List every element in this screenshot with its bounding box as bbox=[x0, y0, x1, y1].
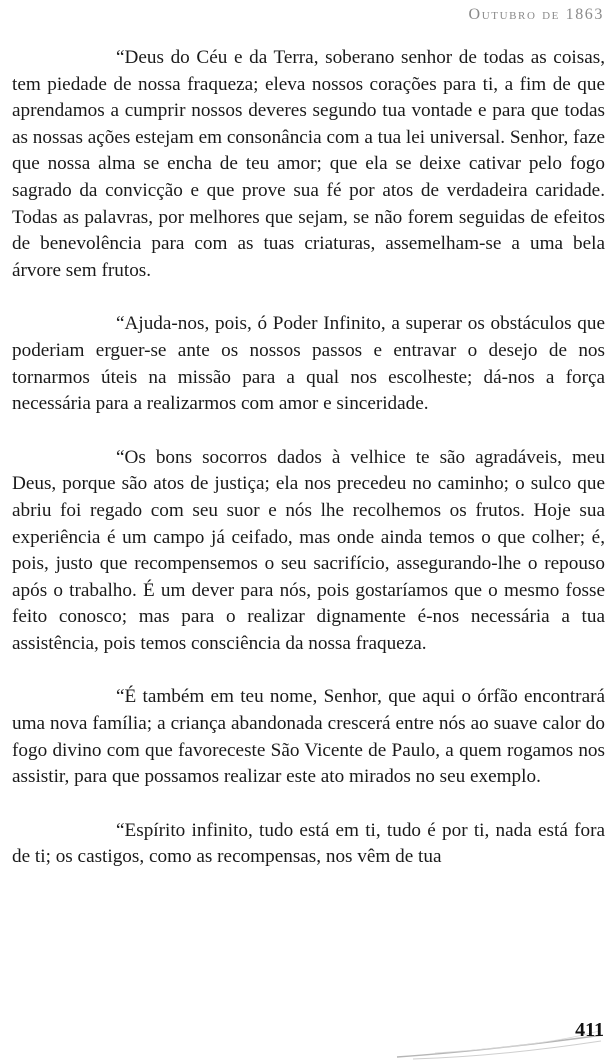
decorative-swoosh-icon bbox=[395, 1013, 605, 1061]
running-header: Outubro de 1863 bbox=[468, 6, 604, 23]
paragraph-3: “Os bons socorros dados à velhice te são agradáveis, meu Deus, porque são atos de justiça; ela nos precedeu no caminho; o sulco que abriu foi regado com seu suor e nós lhe recolhemos os frutos. Hoje sua experiência é um campo já ceifado, mas onde ainda temos o que colher; é, pois, justo que recompensemos o seu sacrifício, assegurando-lhe o repouso após o trabalho. É um dever para nós, pois gostaríamos que o mesmo fosse feito conosco; mas para o realizar dignamente é-nos necessária a tua assistência, pois temos consciência da nossa fraqueza. bbox=[12, 446, 605, 654]
paragraph-5: “Espírito infinito, tudo está em ti, tudo é por ti, nada está fora de ti; os castigos, como as recompensas, nos vêm de tua bbox=[12, 819, 605, 868]
paragraph-2: “Ajuda-nos, pois, ó Poder Infinito, a superar os obstáculos que poderiam erguer-se ante os nossos passos e entravar o desejo de nos tornarmos úteis na missão para a qual nos escolheste; dá-nos a força necessária para a realizarmos com amor e sinceridade. bbox=[12, 313, 605, 415]
paragraph-4: “É também em teu nome, Senhor, que aqui o órfão encontrará uma nova família; a criança abandonada crescerá entre nós ao suave calor do fogo divino com que favoreceste São Vicente de Paulo, a quem rogamos nos assistir, para que possamos realizar este ato mirados no seu exemplo. bbox=[12, 686, 605, 788]
paragraph-1: “Deus do Céu e da Terra, soberano senhor de todas as coisas, tem piedade de nossa fraqueza; eleva nossos corações para ti, a fim de que aprendamos a cumprir nossos deveres segundo tua vontade e para que todas as nossas ações estejam em consonância com a tua lei universal. Senhor, faze que nossa alma se encha de teu amor; que ela se deixe cativar pelo fogo sagrado da convicção e que prove sua fé por atos de verdadeira caridade. Todas as palavras, por melhores que sejam, se não forem seguidas de efeitos de benevolência para com as tuas criaturas, assemelham-se a uma bela árvore sem frutos. bbox=[12, 47, 605, 281]
page-body bbox=[12, 45, 605, 871]
page-footer bbox=[0, 1009, 614, 1061]
page-number: 411 bbox=[575, 1019, 604, 1041]
